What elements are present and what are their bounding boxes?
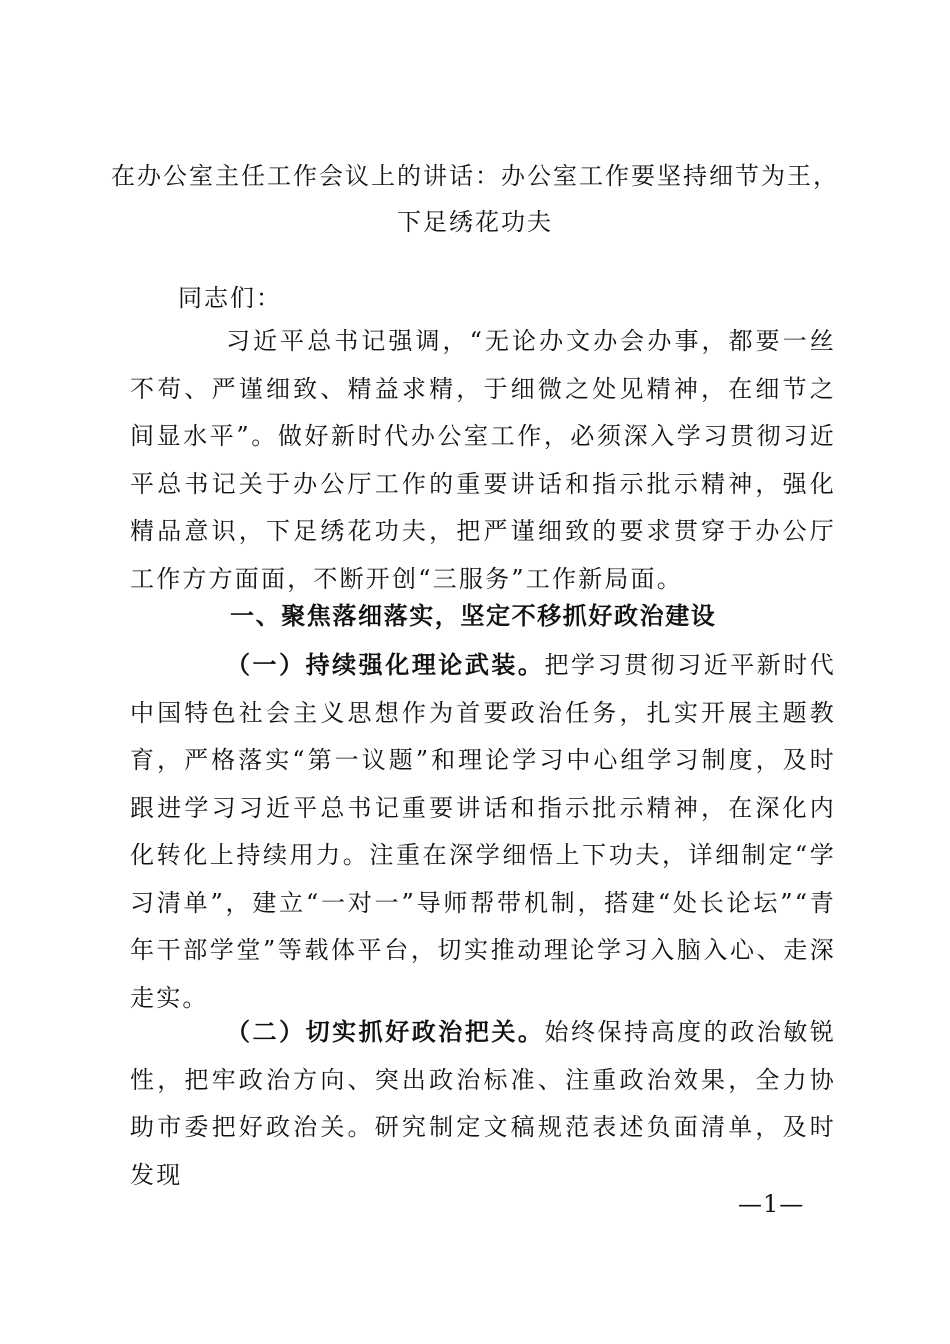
document-title-line-1: 在办公室主任工作会议上的讲话：办公室工作要坚持细节为王，: [111, 162, 839, 190]
greeting: 同志们：: [178, 284, 282, 312]
page-number: —1—: [738, 1190, 805, 1218]
section-1-heading: 一、聚焦落细落实，坚定不移抓好政治建设: [230, 602, 717, 630]
item-1-paragraph: [130, 641, 836, 1022]
intro-paragraph: 习近平总书记强调，“无论办文办会办事，都要一丝不苟、严谨细致、精益求精，于细微之处见精神，在细节之间显水平”。做好新时代办公室工作，必须深入学习贯彻习近平总书记关于办公厅工作的重要讲话和指示批示精神，强化精品意识，下足绣花功夫，把严谨细致的要求贯穿于办公厅工作方方面面，不断开创“三服务”工作新局面。: [130, 327, 836, 593]
item-2-body: 始终保持高度的政治敏锐性，把牢政治方向、突出政治标准、注重政治效果，全力协助市委把好政治关。研究制定文稿规范表述负面清单，及时发现: [130, 1018, 836, 1189]
document-title-line-2: 下足绣花功夫: [397, 208, 553, 236]
item-1-heading: （一）持续强化理论武装。: [226, 650, 545, 679]
item-1-body: 把学习贯彻习近平新时代中国特色社会主义思想作为首要政治任务，扎实开展主题教育，严格落实“第一议题”和理论学习中心组学习制度，及时跟进学习习近平总书记重要讲话和指示批示精神，在深化内化转化上持续用力。注重在深学细悟上下功夫，详细制定“学习清单”，建立“一对一”导师帮带机制，搭建“处长论坛”“青年干部学堂”等载体平台，切实推动理论学习入脑入心、走深走实。: [130, 651, 836, 1012]
item-2-paragraph: [130, 1008, 836, 1199]
item-2-heading: （二）切实抓好政治把关。: [226, 1017, 545, 1046]
